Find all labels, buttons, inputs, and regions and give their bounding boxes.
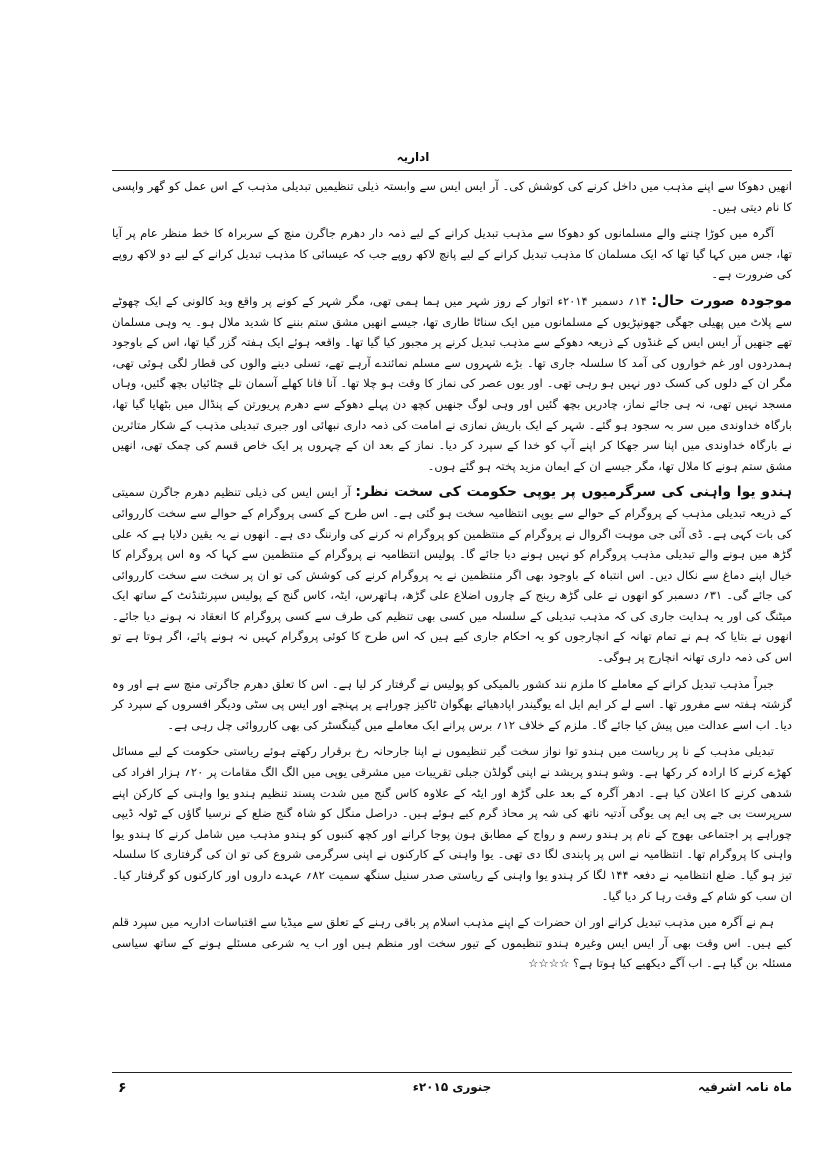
section-title: اداریہ [396, 150, 430, 164]
article-body [112, 176, 792, 980]
page-footer [112, 1080, 792, 1104]
paragraph: تبدیلی مذہب کے نا پر ریاست میں ہندو توا نواز سخت گیر تنظیموں نے اپنا جارحانہ رخ برقرار رکھتے ہوئے ریاستی حکومت کے لیے مسائل کھڑے کرنے کا ارادہ کر رکھا ہے۔ وشو ہندو پریشد نے اپنی گولڈن جبلی تقریبات میں مشرقی یوپی میں الگ الگ مقامات پر ۲۰؍ ہزار افراد کی شدھی کرنے کا اعلان کیا ہے۔ ادھر آگرہ کے بعد علی گڑھ اور ایٹہ کے علاوہ کاس گنج میں شدت پسند تنظیم ہندو یوا واہنی کے کارکن اپنے سرپرست بی جے پی ایم پی یوگی آدتیہ ناتھ کی شہ پر محاذ گرم کیے ہوئے ہیں۔ دراصل منگل کو شاہ گنج ضلع کے نرسیا گاؤں کے ٹولہ ڈیپی چوراہے پر اجتماعی بھوج کے نام پر ہندو رسم و رواج کے مطابق ہون پوجا کرانے اور کچھ کنبوں کو ہندو مذہب میں شامل کرنے کا ہندو یوا واہنی کا پروگرام تھا۔ انتظامیہ نے اس پر پابندی لگا دی تھی۔ یوا واہنی کے کارکنوں نے اپنی سرگرمی شروع کی تو ان کی گرفتاری کا سلسلہ تیز ہو گیا۔ ضلع انتظامیہ نے دفعہ ۱۴۴ لگا کر ہندو یوا واہنی کے ریاستی صدر سنیل سنگھ سمیت ۸۲؍ عہدے داروں اور کارکنوں کو گرفتار کیا۔ ان سب کو شام کے وقت رہا کر دیا گیا۔ [112, 744, 792, 903]
paragraph: آگرہ میں کوڑا چننے والے مسلمانوں کو دھوکا سے مذہب تبدیل کرانے کے لیے ذمہ دار دھرم جاگرن منچ کے سربراہ کا خط منظر عام پر آیا تھا، جس میں کہا گیا تھا کہ ایک مسلمان کا مذہب تبدیل کرانے کے لیے پانچ لاکھ روپے جب کہ عیسائی کا مذہب تبدیل کرانے کے لیے دو لاکھ روپے کی ضرورت ہے۔ [112, 226, 792, 282]
subheading: موجودہ صورت حال: [651, 292, 792, 309]
journal-name: ماہ نامہ اشرفیہ [698, 1080, 792, 1094]
footer-divider [112, 1072, 792, 1073]
subheading: ہندو یوا واہنی کی سرگرمیوں پر یوپی حکومت کی سخت نظر: [355, 484, 793, 501]
paragraph [112, 482, 792, 667]
paragraph: جبراً مذہب تبدیل کرانے کے معاملے کا ملزم نند کشور بالمیکی کو پولیس نے گرفتار کر لیا ہے۔ اس کا تعلق دھرم جاگرتی منچ سے ہے اور وہ گزشتہ ہفتہ سے مفرور تھا۔ اسے لے کر ایم ایل اے یوگیندر اپادھیائے بھگوان ٹاکیز چوراہے پر پہنچے اور ایس پی سٹی ودیگر افسروں کے سپرد کر دیا۔ اب اسے عدالت میں پیش کیا جائے گا۔ ملزم کے خلاف ۱۲؍ برس پرانے ایک معاملے میں گینگسٹر کی بھی کارروائی چل رہی ہے۔ [112, 676, 792, 732]
paragraph: انھیں دھوکا سے اپنے مذہب میں داخل کرنے کی کوشش کی۔ آر ایس ایس سے وابستہ ذیلی تنظیمیں تبدیلی مذہب کے اس عمل کو گھر واپسی کا نام دیتی ہیں۔ [112, 179, 792, 214]
header-divider [112, 170, 792, 171]
issue-date: جنوری ۲۰۱۵ء [412, 1080, 492, 1094]
page-number: ۶ [118, 1080, 127, 1096]
paragraph [112, 291, 792, 476]
paragraph: ہم نے آگرہ میں مذہب تبدیل کرانے اور ان حضرات کے اپنے مذہب اسلام پر باقی رہنے کے تعلق سے میڈیا سے اقتباسات اداریہ میں سپرد قلم کیے ہیں۔ اس وقت بھی آر ایس ایس وغیرہ ہندو تنظیموں کے تیور سخت اور منظم ہیں اور اب یہ شرعی مسئلے ہونے کے ساتھ سیاسی مسئلہ بن گیا ہے۔ اب آگے دیکھیے کیا ہوتا ہے؟ ☆☆☆☆ [112, 915, 792, 971]
paragraph-text: آر ایس ایس کی ذیلی تنظیم دھرم جاگرن سمیتی کے ذریعہ تبدیلی مذہب کے پروگرام کے حوالے سے یوپی انتظامیہ سخت ہو گئی ہے۔ اس طرح کے کسی پروگرام کے حوالے سے سخت کارروائی کی بات کہی ہے۔ ڈی آئی جی موہت اگروال نے پروگرام کے منتظمین کو پروگرام نہ کرنے کی وارننگ دی ہے۔ انھوں نے یہ یقین دلایا ہے کہ علی گڑھ میں ہونے والے تبدیلی مذہب پروگرام کو نہیں ہونے دیا جائے گا۔ پولیس انتظامیہ نے پروگرام کے منتظمین سے کہا کہ وہ اس پروگرام کا خیال اپنے دماغ سے نکال دیں۔ اس انتباہ کے باوجود بھی اگر منتظمین نے یہ پروگرام کرنے کی کوشش کی تو ان پر سخت سے سخت کارروائی کی جائے گی۔ ۳۱؍ دسمبر کو انھوں نے علی گڑھ رینج کے چاروں اضلاع علی گڑھ، ہاتھرس، ایٹہ، کاس گنج کے پولیس سپرنٹنڈنٹ کے ساتھ ایک میٹنگ کی اور یہ ہدایت جاری کی کہ مذہب تبدیلی کے سلسلہ میں کسی بھی تنظیم کی طرف سے کسی پروگرام کا انعقاد نہ ہونے دیا جائے۔ انھوں نے بتایا کہ ہم نے تمام تھانہ کے انچارجوں کو یہ احکام جاری کیے ہیں کہ اس طرح کا کوئی پروگرام کہیں نہ ہونے پائے، اگر ہوتا ہے تو اس کی ذمہ داری تھانہ انچارج پر ہوگی۔ [112, 485, 792, 665]
paragraph-text: ۱۴؍ دسمبر ۲۰۱۴ء اتوار کے روز شہر میں ہما ہمی تھی، مگر شہر کے کونے پر واقع وید کالونی کے ایک چھوٹے سے پلاٹ میں پھیلی جھگی جھونپڑیوں کے مسلمانوں میں ایک سناٹا طاری تھا، جیسے انھیں مشق ستم بننے کا شدید ملال ہو۔ یہ وہی مسلمان تھے جنھیں آر ایس ایس کے غنڈوں کے ذریعہ دھوکے سے مذہب تبدیل کرنے پر مجبور کیا گیا تھا۔ واقعہ ہوئے ایک ہفتہ گزر گیا تھا، اس کے باوجود ہمدردوں اور غم خواروں کی آمد کا سلسلہ جاری تھا۔ بڑے شہروں سے مسلم نمائندے آرہے تھے، تسلی دینے والوں کی قطار لگی ہوئی تھی، مگر ان کے دلوں کی کسک دور نہیں ہو رہی تھی۔ اور یوں عصر کی نماز کا وقت ہو چلا تھا۔ آنا فانا کھلے آسمان تلے چٹائیاں بچھ گئیں، وہاں مسجد نہیں تھی، نہ ہی جائے نماز، چادریں بچھ گئیں اور وہی لوگ جنھیں کچھ دن پہلے دھوکے سے دھرم پریورتن کے پنڈال میں بٹھایا گیا تھا، بارگاہ خداوندی میں سر بہ سجود ہو گئے۔ شہر کے ایک باریش نمازی نے امامت کی ذمہ داری نبھائی اور جبری تبدیلی مذہب کے شکار متاثرین نے بارگاہ خداوندی میں اپنا سر جھکا کر اپنے آپ کو خدا کے سپرد کر دیا۔ نماز کے بعد ان کے چہروں پر ایک خاص قسم کی چمک تھی، انھیں مشق ستم ہونے کا ملال تھا، مگر جیسے ان کے ایمان مزید پختہ ہو گئے ہوں۔ [112, 293, 792, 473]
